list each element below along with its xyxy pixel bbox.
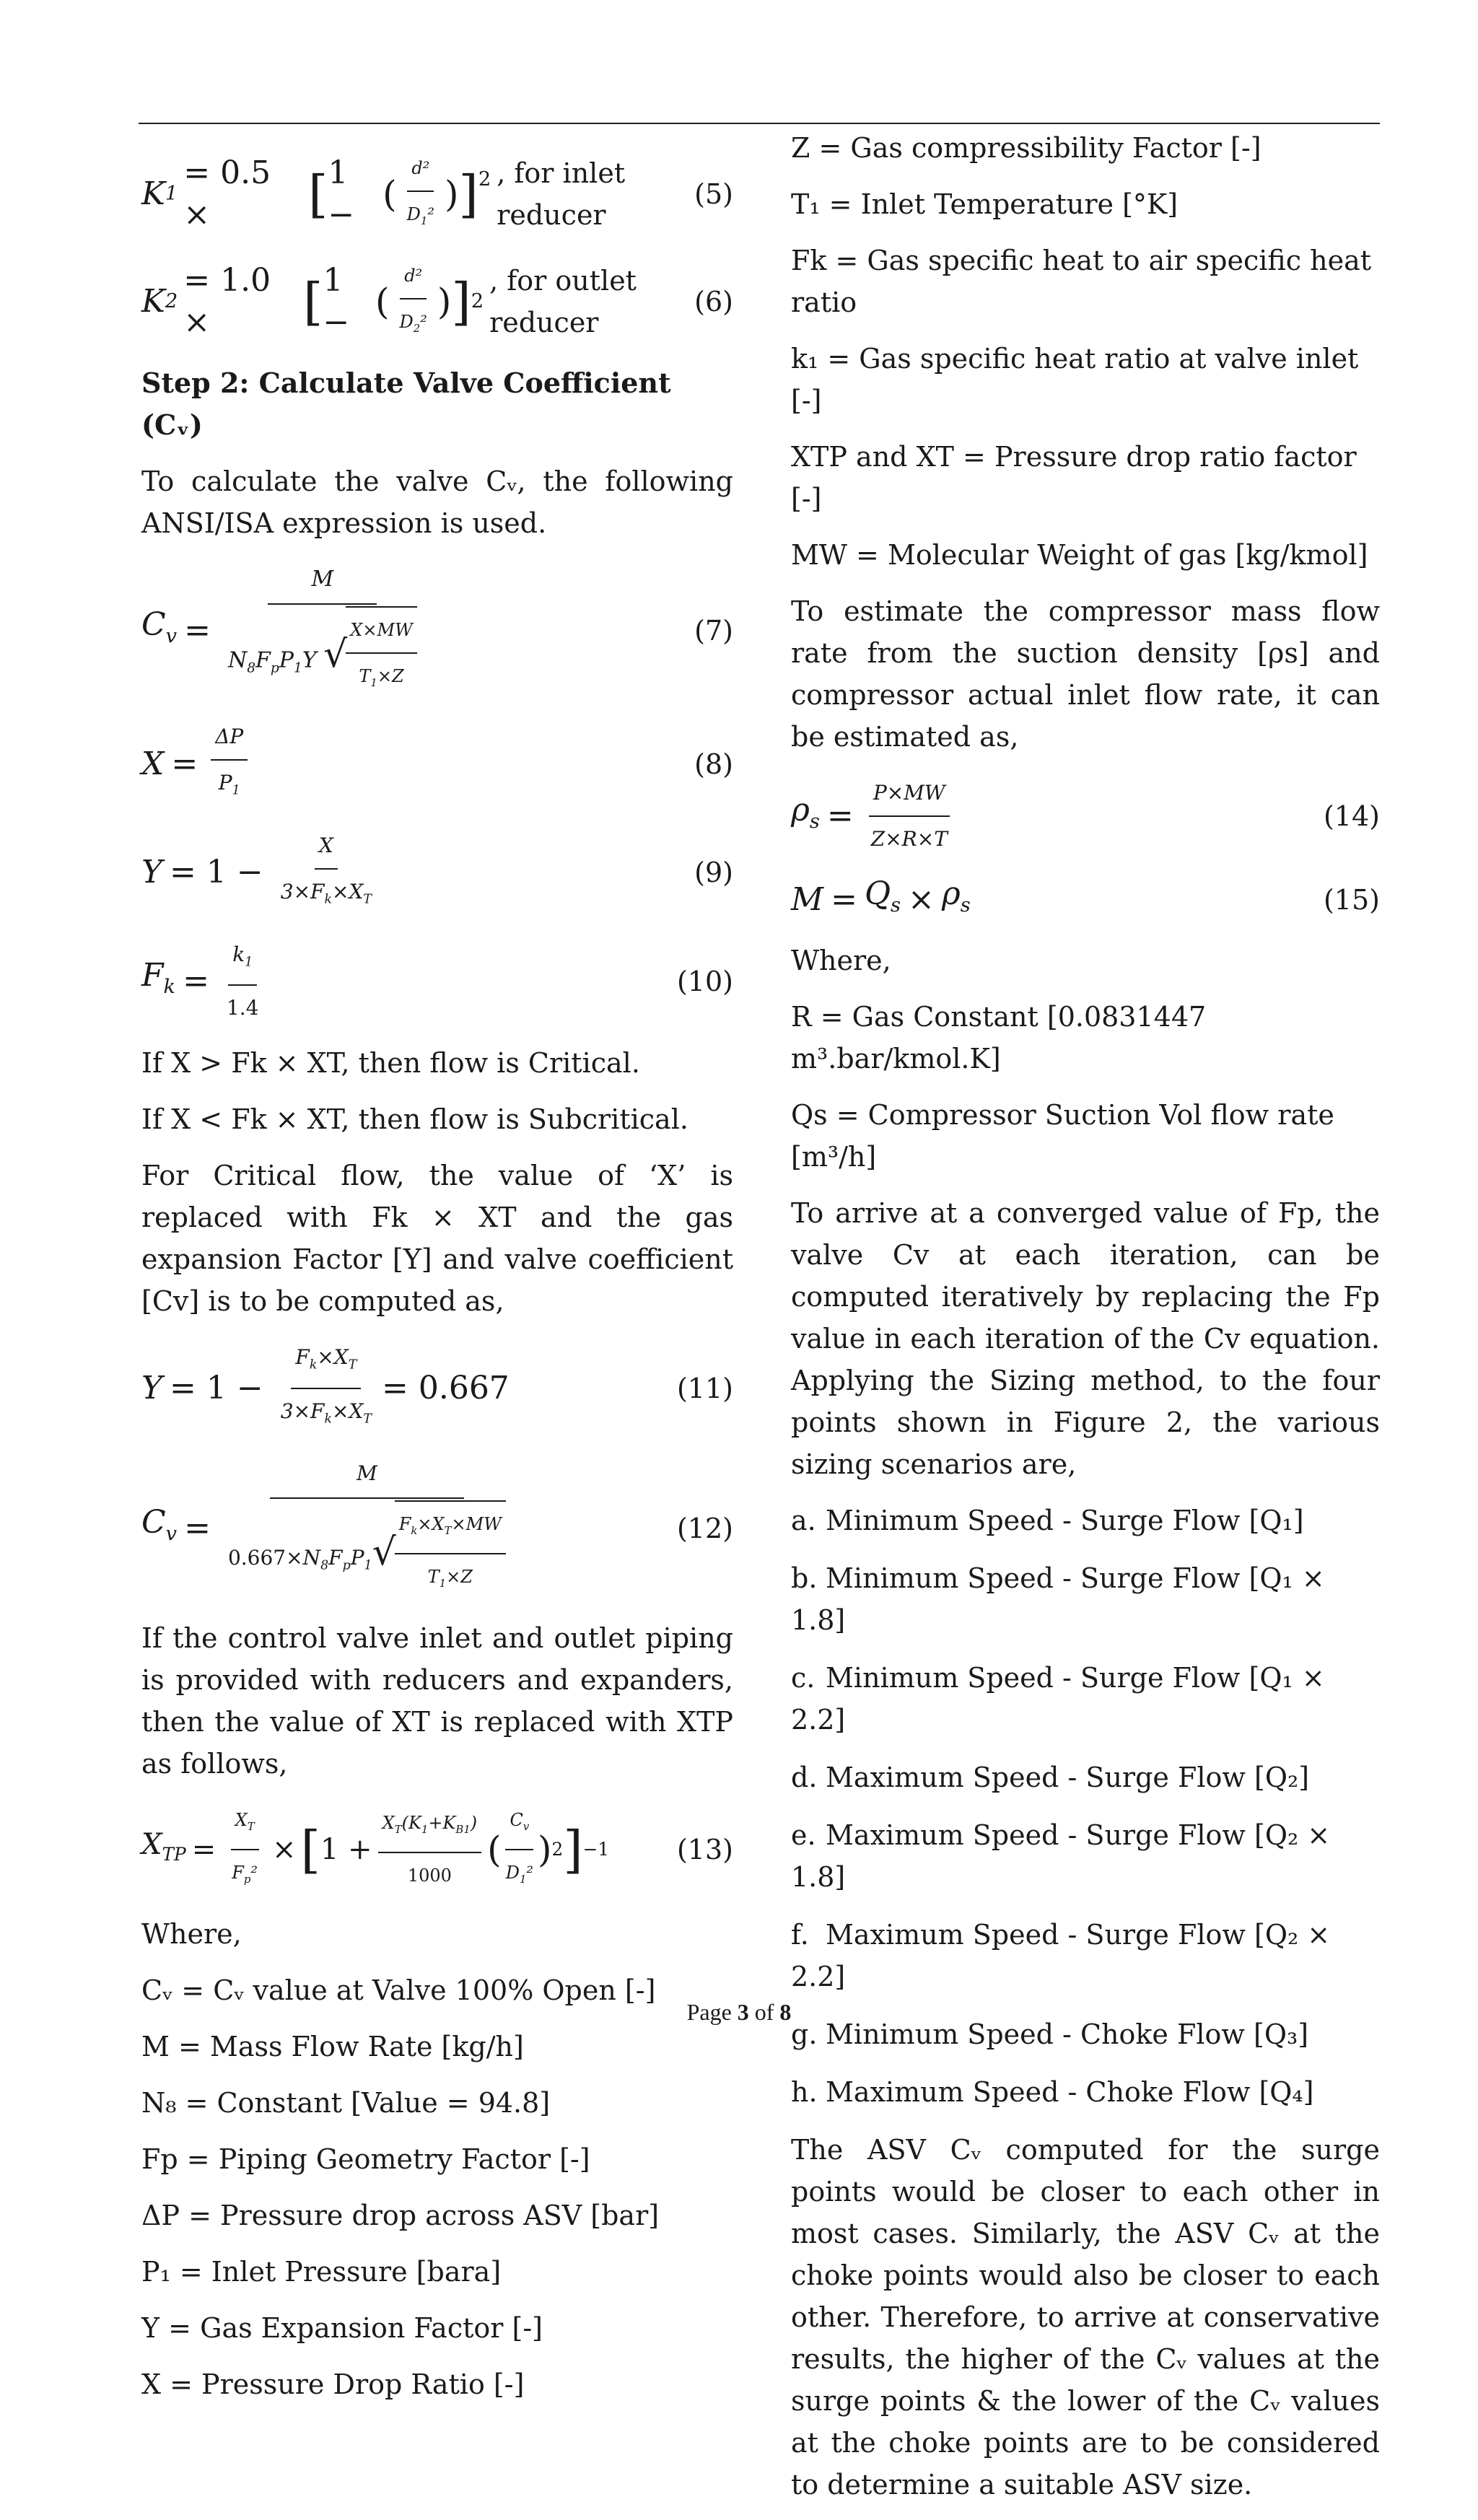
eq15-number: (15) [1323, 883, 1380, 916]
eq7-number: (7) [694, 614, 733, 647]
eq11-number: (11) [676, 1372, 733, 1404]
subcritical-condition: If X < Fk × XT, then flow is Subcritical. [141, 1103, 688, 1136]
list-item: f. Maximum Speed - Surge Flow [Q₂ × 2.2] [791, 1918, 1331, 1992]
eq8-number: (8) [694, 748, 733, 780]
eq12-number: (12) [676, 1513, 733, 1545]
list-item: a. Minimum Speed - Surge Flow [Q₁] [791, 1504, 1304, 1536]
eq9-fraction: $\frac{X}{3\times F_k\times X_T}$ [276, 825, 376, 921]
mass-flow-paragraph: To estimate the compressor mass flow rate from the suction density [ρs] and compressor actual inlet flow rate, it can be estimated as, [791, 595, 1380, 753]
equation-5: K 1 = 0.5 × [ 1 − ( $\frac{\text{d²}}{D_1^2}$ ) ] $^2$ , for inlet reducer (5) [141, 147, 733, 242]
eq9-number: (9) [694, 857, 733, 889]
eq6-text: , for outlet reducer [489, 265, 637, 339]
eq5-paren: ( [382, 173, 397, 216]
page-footer [0, 1999, 1478, 2026]
eq6-fraction: $\frac{\text{d²}}{D_2^2}$ [395, 255, 432, 349]
equation-15: M = $Q_s$ × $\rho_s$ (15) [791, 873, 1380, 927]
intro-paragraph: To calculate the valve Cᵥ, the following ANSI/ISA expression is used. [141, 465, 733, 539]
list-item: c. Minimum Speed - Surge Flow [Q₁ × 2.2] [791, 1661, 1325, 1736]
page-total: 8 [779, 1999, 792, 2025]
eq13-fraction-a: $\frac{X_T}{F_p^2}$ [227, 1799, 262, 1900]
eq14-number: (14) [1323, 800, 1380, 832]
eq11-fraction: $\frac{F_k\times X_T}{3\times F_k\times X_T}$ [276, 1336, 376, 1440]
eq5-bracket-open: [ [308, 165, 328, 224]
reducer-paragraph: If the control valve inlet and outlet piping is provided with reducers and expanders, then the value of XT is replaced with XTP as follows, [141, 1622, 733, 1780]
conclusion-paragraph: The ASV Cᵥ computed for the surge points would be closer to each other in most cases. Similarly, the ASV Cᵥ at the choke points would also be closer to each other. Therefore, to arrive at conservative results, the higher of the Cᵥ values at the surge points & the lower of the Cᵥ values at the choke points are to be considered to determine a suitable ASV size. [791, 2133, 1380, 2501]
eq6-coef: = 1.0 × [183, 262, 271, 341]
definition-fk: Fk = Gas specific heat to air specific heat ratio [791, 245, 1372, 318]
page-number: 3 [737, 1999, 749, 2025]
definition-xtp: XTP and XT = Pressure drop ratio factor [-] [791, 441, 1357, 515]
definition-qs: Qs = Compressor Suction Vol flow rate [m³/h] [791, 1098, 1334, 1173]
equation-13: $X_{TP}$ = $\frac{X_T}{F_p^2}$ × [ 1 + $\frac{X_T(K_1+K_{B1})}{1000}$ ( $\frac{C_v}{D_1^2}$ ) 2 ] −1 (13) [141, 1799, 733, 1900]
eq6-sub: 2 [165, 290, 178, 313]
converge-paragraph: To arrive at a converged value of Fp, the valve Cv at each iteration, can be computed iteratively by replacing the Fp value in each iteration of the Cv equation. Applying the Sizing method, to the four points shown in Figure 2, the various sizing scenarios are, [791, 1196, 1380, 1480]
definition-y: Y = Gas Expansion Factor [-] [141, 2311, 543, 2344]
definition-r: R = Gas Constant [0.0831447 m³.bar/kmol.K] [791, 1000, 1207, 1075]
definition-z: Z = Gas compressibility Factor [-] [791, 132, 1261, 164]
eq14-fraction: $\frac{P\times MW}{Z\times R\times T}$ [867, 772, 952, 860]
list-item: g. Minimum Speed - Choke Flow [Q₃] [791, 2018, 1309, 2050]
critical-condition: If X > Fk × XT, then flow is Critical. [141, 1047, 640, 1080]
eq5-lhs: K [141, 175, 165, 213]
definition-x: X = Pressure Drop Ratio [-] [141, 2368, 525, 2400]
definition-dp: ΔP = Pressure drop across ASV [bar] [141, 2199, 660, 2231]
definition-m: M = Mass Flow Rate [kg/h] [141, 2030, 524, 2062]
eq10-fraction: $\frac{k_1}{1.4}$ [222, 934, 263, 1030]
equation-8: X = $\frac{\Delta P}{P_1}$ (8) [141, 716, 733, 812]
eq11-result: = 0.667 [381, 1369, 510, 1406]
left-column [141, 137, 733, 2420]
list-item: b. Minimum Speed - Surge Flow [Q₁ × 1.8] [791, 1562, 1325, 1636]
definition-k1: k₁ = Gas specific heat ratio at valve inlet [-] [791, 343, 1359, 416]
equation-11: Y = 1 − $\frac{F_k\times X_T}{3\times F_k\times X_T}$ = 0.667 (11) [141, 1336, 733, 1440]
eq7-fraction: M $N_8F_pP_1Y$ √ $\frac{X\times MW}{T_1\times Z}$ [224, 559, 421, 704]
footer-prefix: Page [686, 1999, 738, 2025]
eq13-fraction-b: $\frac{X_T(K_1+K_{B1})}{1000}$ [378, 1802, 482, 1896]
eq13-number: (13) [676, 1833, 733, 1865]
footer-of: of [748, 1999, 780, 2025]
eq10-number: (10) [676, 965, 733, 997]
eq6-number: (6) [694, 286, 733, 318]
eq12-fraction: M $0.667\times N_8F_pP_1$ √ $\frac{F_k\times X_T\times MW}{T_1\times Z}$ [224, 1453, 510, 1604]
eq6-lhs: K [141, 283, 165, 320]
list-item: d. Maximum Speed - Surge Flow [Q₂] [791, 1761, 1310, 1793]
definition-p1: P₁ = Inlet Pressure [bara] [141, 2255, 502, 2288]
eq5-number: (5) [694, 178, 733, 211]
step2-heading: Step 2: Calculate Valve Coefficient (Cᵥ) [141, 366, 671, 441]
eq8-fraction: $\frac{\Delta P}{P_1}$ [211, 716, 248, 812]
where-label-right: Where, [791, 944, 891, 976]
equation-6: K 2 = 1.0 × [ 1 − ( $\frac{\text{d²}}{D_2^2}$ ) ] 2 , for outlet reducer (6) [141, 255, 733, 349]
equation-12: $C_v$ = M $0.667\times N_8F_pP_1$ √ $\frac{F_k\times X_T\times MW}{T_1\times Z}$ (12) [141, 1453, 733, 1604]
eq5-text: , for inlet reducer [497, 157, 626, 232]
equation-7: $C_v$ = M $N_8F_pP_1Y$ √ $\frac{X\times MW}{T_1\times Z}$ (7) [141, 559, 733, 704]
definition-mw: MW = Molecular Weight of gas [kg/kmol] [791, 539, 1368, 571]
eq5-coef: = 0.5 × [183, 154, 271, 234]
definition-n8: N₈ = Constant [Value = 94.8] [141, 2086, 551, 2119]
eq5-fraction: $\frac{\text{d²}}{D_1^2}$ [403, 147, 439, 242]
definition-t1: T₁ = Inlet Temperature [°K] [791, 188, 1179, 220]
equation-9: Y = 1 − $\frac{X}{3\times F_k\times X_T}$ (9) [141, 825, 733, 921]
header-rule [139, 123, 1380, 124]
where-label-left: Where, [141, 1917, 242, 1950]
eq5-sub: 1 [165, 183, 178, 206]
equation-14: $\rho_s$ = $\frac{P\times MW}{Z\times R\times T}$ (14) [791, 772, 1380, 860]
definition-cv: Cᵥ = Cᵥ value at Valve 100% Open [-] [141, 1974, 656, 2006]
equation-10: $F_k$ = $\frac{k_1}{1.4}$ (10) [141, 934, 733, 1030]
critical-paragraph: For Critical flow, the value of ‘X’ is replaced with Fk × XT and the gas expansion Factor [Y] and valve coefficient [Cv] is to be computed as, [141, 1160, 733, 1318]
list-item: h. Maximum Speed - Choke Flow [Q₄] [791, 2075, 1314, 2108]
definition-fp: Fp = Piping Geometry Factor [-] [141, 2143, 590, 2175]
list-item: e. Maximum Speed - Surge Flow [Q₂ × 1.8] [791, 1819, 1331, 1893]
right-column [791, 127, 1380, 2520]
